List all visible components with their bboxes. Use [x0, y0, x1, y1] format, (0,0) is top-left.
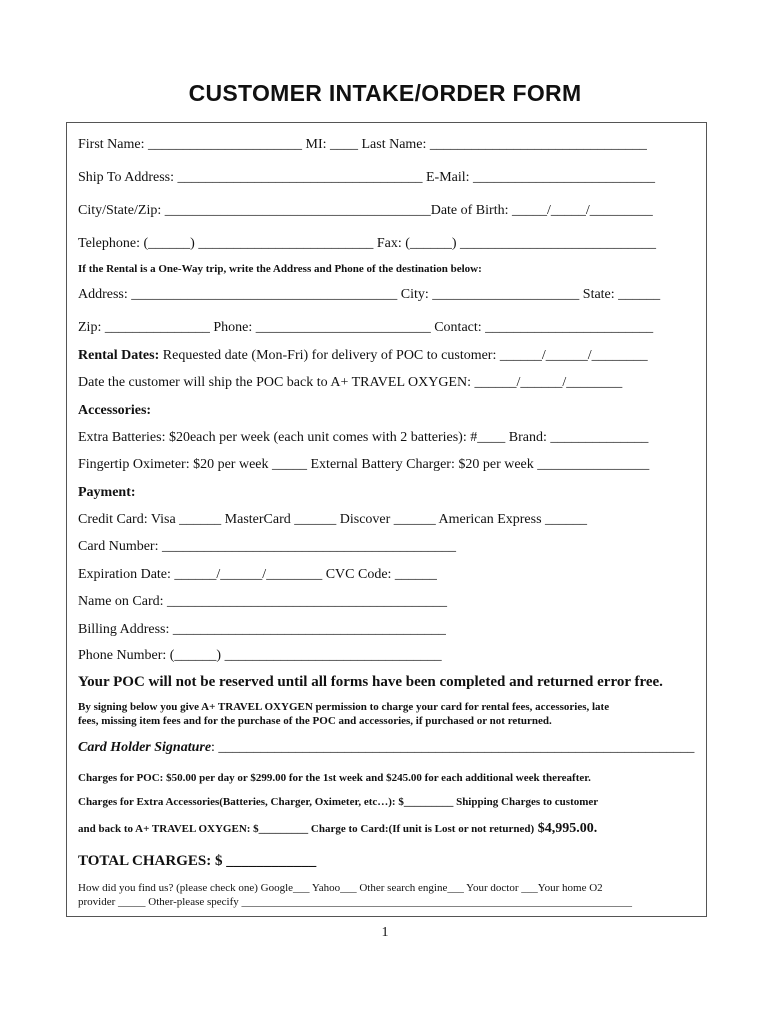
signature-blank: : ____________________________________________________________________ [211, 740, 695, 755]
extra-batteries-line[interactable]: Extra Batteries: $20each per week (each unit comes with 2 batteries): #____ Brand: ______________ [78, 430, 649, 445]
phone-number-line[interactable]: Phone Number: (______) _______________________________ [78, 648, 442, 663]
destination-address-line[interactable]: Address: ______________________________________ City: _____________________ State: ______ [78, 287, 661, 302]
charge-card-text: and back to A+ TRAVEL OXYGEN: $_________ Charge to Card:(If unit is Lost or not returned) [78, 823, 535, 835]
rental-dates-label: Rental Dates: [78, 348, 160, 363]
find-us-line-2[interactable]: provider _____ Other-please specify _______________________________________________________________________ [78, 896, 633, 908]
one-way-note: If the Rental is a One-Way trip, write the Address and Phone of the destination below: [78, 263, 482, 275]
authorization-text-1: By signing below you give A+ TRAVEL OXYGEN permission to charge your card for rental fees, accessories, late [78, 701, 610, 713]
rental-dates-line[interactable] [78, 348, 648, 364]
find-us-line-1[interactable]: How did you find us? (please check one) Google___ Yahoo___ Other search engine___ Your doctor ___Your home O2 [78, 882, 603, 894]
authorization-text-2: fees, missing item fees and for the purchase of the POC and accessories, if purchased or not returned. [78, 715, 552, 727]
reserve-notice: Your POC will not be reserved until all forms have been completed and returned error free. [78, 674, 663, 690]
total-charges-line[interactable]: TOTAL CHARGES: $ ____________ [78, 853, 317, 869]
payment-heading: Payment: [78, 485, 136, 500]
lost-unit-amount: $4,995.00. [534, 821, 598, 836]
ship-address-line[interactable]: Ship To Address: ___________________________________ E-Mail: __________________________ [78, 170, 656, 185]
telephone-line[interactable]: Telephone: (______) _________________________ Fax: (______) ____________________________ [78, 236, 657, 251]
name-on-card-line[interactable]: Name on Card: ________________________________________ [78, 594, 448, 609]
page-title: CUSTOMER INTAKE/ORDER FORM [188, 80, 582, 106]
name-line[interactable]: First Name: ______________________ MI: ____ Last Name: _______________________________ [78, 137, 647, 152]
signature-label: Card Holder Signature [78, 740, 212, 755]
poc-charges-text: Charges for POC: $50.00 per day or $299.00 for the 1st week and $245.00 for each additional week thereafter. [78, 772, 591, 784]
billing-address-line[interactable]: Billing Address: _______________________________________ [78, 622, 446, 637]
expiration-line[interactable]: Expiration Date: ______/______/________ CVC Code: ______ [78, 567, 437, 582]
accessories-heading: Accessories: [78, 403, 152, 418]
charge-card-line[interactable] [78, 821, 597, 837]
page-number: 1 [381, 925, 389, 940]
ship-back-line[interactable]: Date the customer will ship the POC back to A+ TRAVEL OXYGEN: ______/______/________ [78, 375, 623, 390]
card-number-line[interactable]: Card Number: __________________________________________ [78, 539, 456, 554]
accessory-charges-text[interactable]: Charges for Extra Accessories(Batteries, Charger, Oximeter, etc…): $_________ Shipping Charges to customer [78, 796, 599, 808]
credit-card-line[interactable]: Credit Card: Visa ______ MasterCard ______ Discover ______ American Express ______ [78, 512, 588, 527]
city-state-zip-line[interactable]: City/State/Zip: ______________________________________Date of Birth: _____/_____/_________ [78, 203, 653, 218]
rental-dates-text: Requested date (Mon-Fri) for delivery of POC to customer: ______/______/________ [159, 348, 648, 363]
signature-line[interactable] [78, 740, 694, 756]
oximeter-line[interactable]: Fingertip Oximeter: $20 per week _____ External Battery Charger: $20 per week ________________ [78, 457, 650, 472]
destination-zip-line[interactable]: Zip: _______________ Phone: _________________________ Contact: ________________________ [78, 320, 654, 335]
